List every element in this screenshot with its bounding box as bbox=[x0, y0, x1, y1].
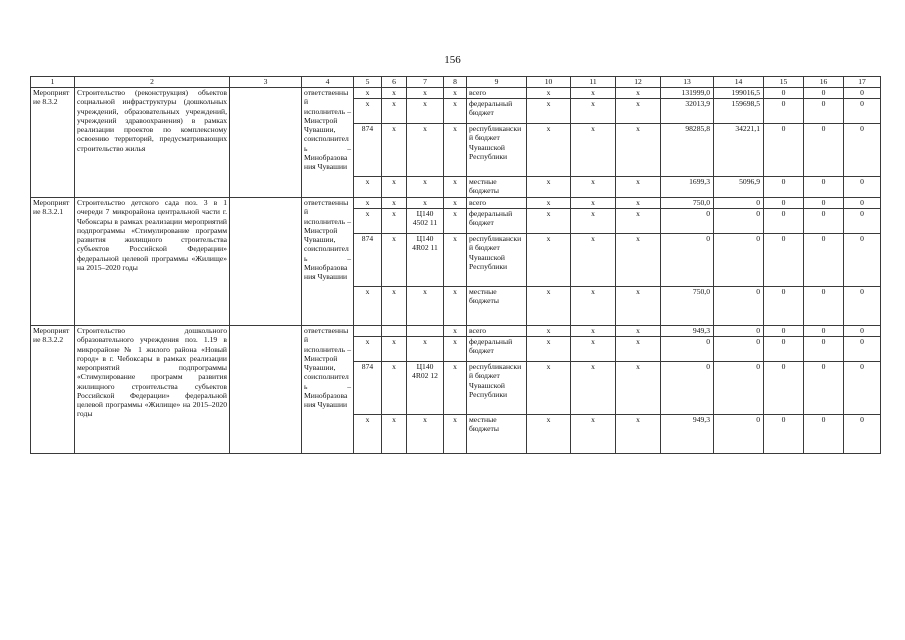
measure-code: Мероприятие 8.3.2.2 bbox=[31, 326, 75, 454]
column-number: 1 bbox=[31, 77, 75, 88]
year-value: 0 bbox=[764, 337, 804, 362]
measure-code: Мероприятие 8.3.2.1 bbox=[31, 198, 75, 326]
funding-source: республиканский бюджет Чувашской Республики bbox=[467, 362, 527, 415]
expense-type-code: x bbox=[444, 209, 467, 234]
year-value: 34221,1 bbox=[714, 124, 764, 177]
target-article-code: Ц140 4R02 12 bbox=[407, 362, 444, 415]
year-value: x bbox=[571, 88, 616, 99]
year-value: 949,3 bbox=[661, 326, 714, 337]
year-value: 199016,5 bbox=[714, 88, 764, 99]
funding-source: федеральный бюджет bbox=[467, 337, 527, 362]
year-value: 0 bbox=[661, 234, 714, 287]
year-value: 0 bbox=[804, 124, 844, 177]
target-article-code: x bbox=[407, 287, 444, 326]
expense-type-code: x bbox=[444, 287, 467, 326]
expense-type-code: x bbox=[444, 177, 467, 198]
year-value: x bbox=[571, 337, 616, 362]
year-value: x bbox=[527, 415, 571, 454]
column-number: 2 bbox=[75, 77, 230, 88]
section-code: x bbox=[382, 234, 407, 287]
section-code: x bbox=[382, 198, 407, 209]
column-number: 10 bbox=[527, 77, 571, 88]
measure-name: Строительство (реконструкция) объектов социальной инфраструктуры (дошкольных учреждений, образовательных учреждений, учреждений здравоохранения) в рамках реализации проектов по комплексному освоению территорий, предусматривающих строительство жилья bbox=[75, 88, 230, 198]
expense-type-code: x bbox=[444, 234, 467, 287]
year-value: 0 bbox=[804, 326, 844, 337]
year-value: 0 bbox=[804, 337, 844, 362]
year-value: 1699,3 bbox=[661, 177, 714, 198]
column-number: 4 bbox=[302, 77, 354, 88]
year-value: 0 bbox=[714, 415, 764, 454]
year-value: x bbox=[616, 287, 661, 326]
year-value: x bbox=[616, 234, 661, 287]
column-number: 16 bbox=[804, 77, 844, 88]
year-value: x bbox=[616, 88, 661, 99]
table-row bbox=[31, 326, 881, 337]
empty-cell bbox=[230, 88, 302, 198]
empty-cell bbox=[230, 198, 302, 326]
target-article-code: Ц140 4R02 11 bbox=[407, 234, 444, 287]
column-number: 17 bbox=[844, 77, 881, 88]
section-code: x bbox=[382, 88, 407, 99]
grbs-code: x bbox=[354, 337, 382, 362]
expense-type-code: x bbox=[444, 415, 467, 454]
year-value: x bbox=[616, 326, 661, 337]
year-value: 0 bbox=[804, 99, 844, 124]
grbs-code: x bbox=[354, 415, 382, 454]
section-code: x bbox=[382, 362, 407, 415]
year-value: 0 bbox=[714, 234, 764, 287]
year-value: 0 bbox=[844, 337, 881, 362]
year-value: 0 bbox=[844, 415, 881, 454]
year-value: x bbox=[527, 337, 571, 362]
year-value: 0 bbox=[764, 234, 804, 287]
year-value: 159698,5 bbox=[714, 99, 764, 124]
section-code: x bbox=[382, 415, 407, 454]
target-article-code: x bbox=[407, 88, 444, 99]
year-value: 0 bbox=[661, 337, 714, 362]
grbs-code: 874 bbox=[354, 124, 382, 177]
year-value: x bbox=[571, 177, 616, 198]
year-value: 0 bbox=[764, 88, 804, 99]
expense-type-code: x bbox=[444, 326, 467, 337]
grbs-code bbox=[354, 326, 382, 337]
funding-source: всего bbox=[467, 326, 527, 337]
column-numbers-row bbox=[31, 77, 881, 88]
year-value: 0 bbox=[804, 209, 844, 234]
year-value: 0 bbox=[844, 124, 881, 177]
measure-name: Строительство дошкольного образовательного учреждения поз. 1.19 в микрорайоне № 1 жилого района «Новый город» в г. Чебоксары в рамках реализации мероприятий подпрограммы «Стимулирование программ развития жилищного строительства субъектов Российской Федерации» федеральной целевой программы «Жилище» на 2015–2020 годы bbox=[75, 326, 230, 454]
funding-source: федеральный бюджет bbox=[467, 99, 527, 124]
target-article-code: Ц140 4502 11 bbox=[407, 209, 444, 234]
responsible-executor: ответственный исполнитель – Минстрой Чувашии, соисполнитель – Минобразования Чувашии bbox=[302, 326, 354, 454]
year-value: 0 bbox=[764, 209, 804, 234]
year-value: 0 bbox=[764, 326, 804, 337]
expense-type-code: x bbox=[444, 337, 467, 362]
expense-type-code: x bbox=[444, 198, 467, 209]
grbs-code: 874 bbox=[354, 234, 382, 287]
grbs-code: x bbox=[354, 99, 382, 124]
year-value: x bbox=[527, 287, 571, 326]
year-value: x bbox=[527, 88, 571, 99]
section-code: x bbox=[382, 337, 407, 362]
year-value: 98285,8 bbox=[661, 124, 714, 177]
section-code: x bbox=[382, 209, 407, 234]
year-value: 0 bbox=[714, 337, 764, 362]
year-value: 5096,9 bbox=[714, 177, 764, 198]
year-value: x bbox=[571, 198, 616, 209]
year-value: 0 bbox=[804, 88, 844, 99]
year-value: 0 bbox=[661, 362, 714, 415]
responsible-executor: ответственный исполнитель – Минстрой Чувашии, соисполнитель – Минобразования Чувашии bbox=[302, 88, 354, 198]
program-table bbox=[30, 76, 881, 454]
year-value: 0 bbox=[804, 234, 844, 287]
year-value: x bbox=[571, 415, 616, 454]
year-value: x bbox=[527, 326, 571, 337]
section-code: x bbox=[382, 287, 407, 326]
column-number: 6 bbox=[382, 77, 407, 88]
grbs-code: x bbox=[354, 198, 382, 209]
funding-source: всего bbox=[467, 198, 527, 209]
target-article-code: x bbox=[407, 124, 444, 177]
year-value: 0 bbox=[804, 415, 844, 454]
funding-source: местные бюджеты bbox=[467, 287, 527, 326]
year-value: 0 bbox=[714, 326, 764, 337]
year-value: x bbox=[527, 177, 571, 198]
year-value: x bbox=[616, 177, 661, 198]
section-code: x bbox=[382, 177, 407, 198]
year-value: 0 bbox=[714, 209, 764, 234]
year-value: x bbox=[571, 234, 616, 287]
year-value: x bbox=[527, 124, 571, 177]
section-code bbox=[382, 326, 407, 337]
column-number: 12 bbox=[616, 77, 661, 88]
measure-code: Мероприятие 8.3.2 bbox=[31, 88, 75, 198]
year-value: x bbox=[571, 362, 616, 415]
year-value: 0 bbox=[844, 234, 881, 287]
year-value: 0 bbox=[764, 99, 804, 124]
grbs-code: x bbox=[354, 88, 382, 99]
year-value: x bbox=[616, 337, 661, 362]
expense-type-code: x bbox=[444, 99, 467, 124]
table-row bbox=[31, 88, 881, 99]
year-value: 0 bbox=[844, 326, 881, 337]
table-row bbox=[31, 198, 881, 209]
year-value: 750,0 bbox=[661, 198, 714, 209]
target-article-code: x bbox=[407, 99, 444, 124]
funding-source: республиканский бюджет Чувашской Республики bbox=[467, 234, 527, 287]
section-code: x bbox=[382, 124, 407, 177]
expense-type-code: x bbox=[444, 362, 467, 415]
year-value: 949,3 bbox=[661, 415, 714, 454]
year-value: x bbox=[571, 326, 616, 337]
column-number: 14 bbox=[714, 77, 764, 88]
year-value: x bbox=[527, 209, 571, 234]
year-value: x bbox=[616, 415, 661, 454]
funding-source: местные бюджеты bbox=[467, 177, 527, 198]
year-value: x bbox=[571, 209, 616, 234]
funding-source: федеральный бюджет bbox=[467, 209, 527, 234]
year-value: 131999,0 bbox=[661, 88, 714, 99]
column-number: 7 bbox=[407, 77, 444, 88]
year-value: 0 bbox=[661, 209, 714, 234]
year-value: x bbox=[616, 99, 661, 124]
year-value: 0 bbox=[764, 177, 804, 198]
column-number: 11 bbox=[571, 77, 616, 88]
year-value: 0 bbox=[714, 287, 764, 326]
year-value: 0 bbox=[764, 362, 804, 415]
year-value: 750,0 bbox=[661, 287, 714, 326]
year-value: 0 bbox=[844, 362, 881, 415]
expense-type-code: x bbox=[444, 124, 467, 177]
target-article-code: x bbox=[407, 198, 444, 209]
funding-source: всего bbox=[467, 88, 527, 99]
column-number: 5 bbox=[354, 77, 382, 88]
grbs-code: x bbox=[354, 287, 382, 326]
target-article-code bbox=[407, 326, 444, 337]
year-value: x bbox=[571, 99, 616, 124]
target-article-code: x bbox=[407, 415, 444, 454]
grbs-code: x bbox=[354, 209, 382, 234]
column-number: 9 bbox=[467, 77, 527, 88]
year-value: 32013,9 bbox=[661, 99, 714, 124]
year-value: 0 bbox=[844, 99, 881, 124]
year-value: 0 bbox=[844, 88, 881, 99]
year-value: x bbox=[527, 362, 571, 415]
year-value: 0 bbox=[844, 198, 881, 209]
funding-source: местные бюджеты bbox=[467, 415, 527, 454]
year-value: x bbox=[527, 234, 571, 287]
year-value: x bbox=[527, 99, 571, 124]
grbs-code: x bbox=[354, 177, 382, 198]
year-value: 0 bbox=[844, 177, 881, 198]
measure-name: Строительство детского сада поз. 3 в 1 очереди 7 микрорайона центральной части г. Чебоксары в рамках реализации мероприятий подпрограммы «Стимулирование программ развития жилищного строительства субъектов Российской Федерации» федеральной целевой программы «Жилище» на 2015–2020 годы bbox=[75, 198, 230, 326]
funding-source: республиканский бюджет Чувашской Республики bbox=[467, 124, 527, 177]
section-code: x bbox=[382, 99, 407, 124]
year-value: 0 bbox=[714, 198, 764, 209]
year-value: x bbox=[527, 198, 571, 209]
column-number: 8 bbox=[444, 77, 467, 88]
page-number: 156 bbox=[444, 54, 461, 66]
column-number: 15 bbox=[764, 77, 804, 88]
year-value: 0 bbox=[804, 177, 844, 198]
year-value: x bbox=[571, 287, 616, 326]
empty-cell bbox=[230, 326, 302, 454]
year-value: x bbox=[616, 124, 661, 177]
column-number: 13 bbox=[661, 77, 714, 88]
year-value: 0 bbox=[844, 287, 881, 326]
target-article-code: x bbox=[407, 337, 444, 362]
column-number: 3 bbox=[230, 77, 302, 88]
year-value: 0 bbox=[804, 198, 844, 209]
grbs-code: 874 bbox=[354, 362, 382, 415]
year-value: 0 bbox=[764, 415, 804, 454]
year-value: 0 bbox=[764, 287, 804, 326]
target-article-code: x bbox=[407, 177, 444, 198]
year-value: 0 bbox=[844, 209, 881, 234]
year-value: 0 bbox=[804, 287, 844, 326]
expense-type-code: x bbox=[444, 88, 467, 99]
year-value: x bbox=[571, 124, 616, 177]
year-value: x bbox=[616, 198, 661, 209]
year-value: 0 bbox=[714, 362, 764, 415]
year-value: 0 bbox=[804, 362, 844, 415]
year-value: 0 bbox=[764, 198, 804, 209]
year-value: x bbox=[616, 209, 661, 234]
year-value: x bbox=[616, 362, 661, 415]
responsible-executor: ответственный исполнитель – Минстрой Чувашии, соисполнитель – Минобразования Чувашии bbox=[302, 198, 354, 326]
year-value: 0 bbox=[764, 124, 804, 177]
